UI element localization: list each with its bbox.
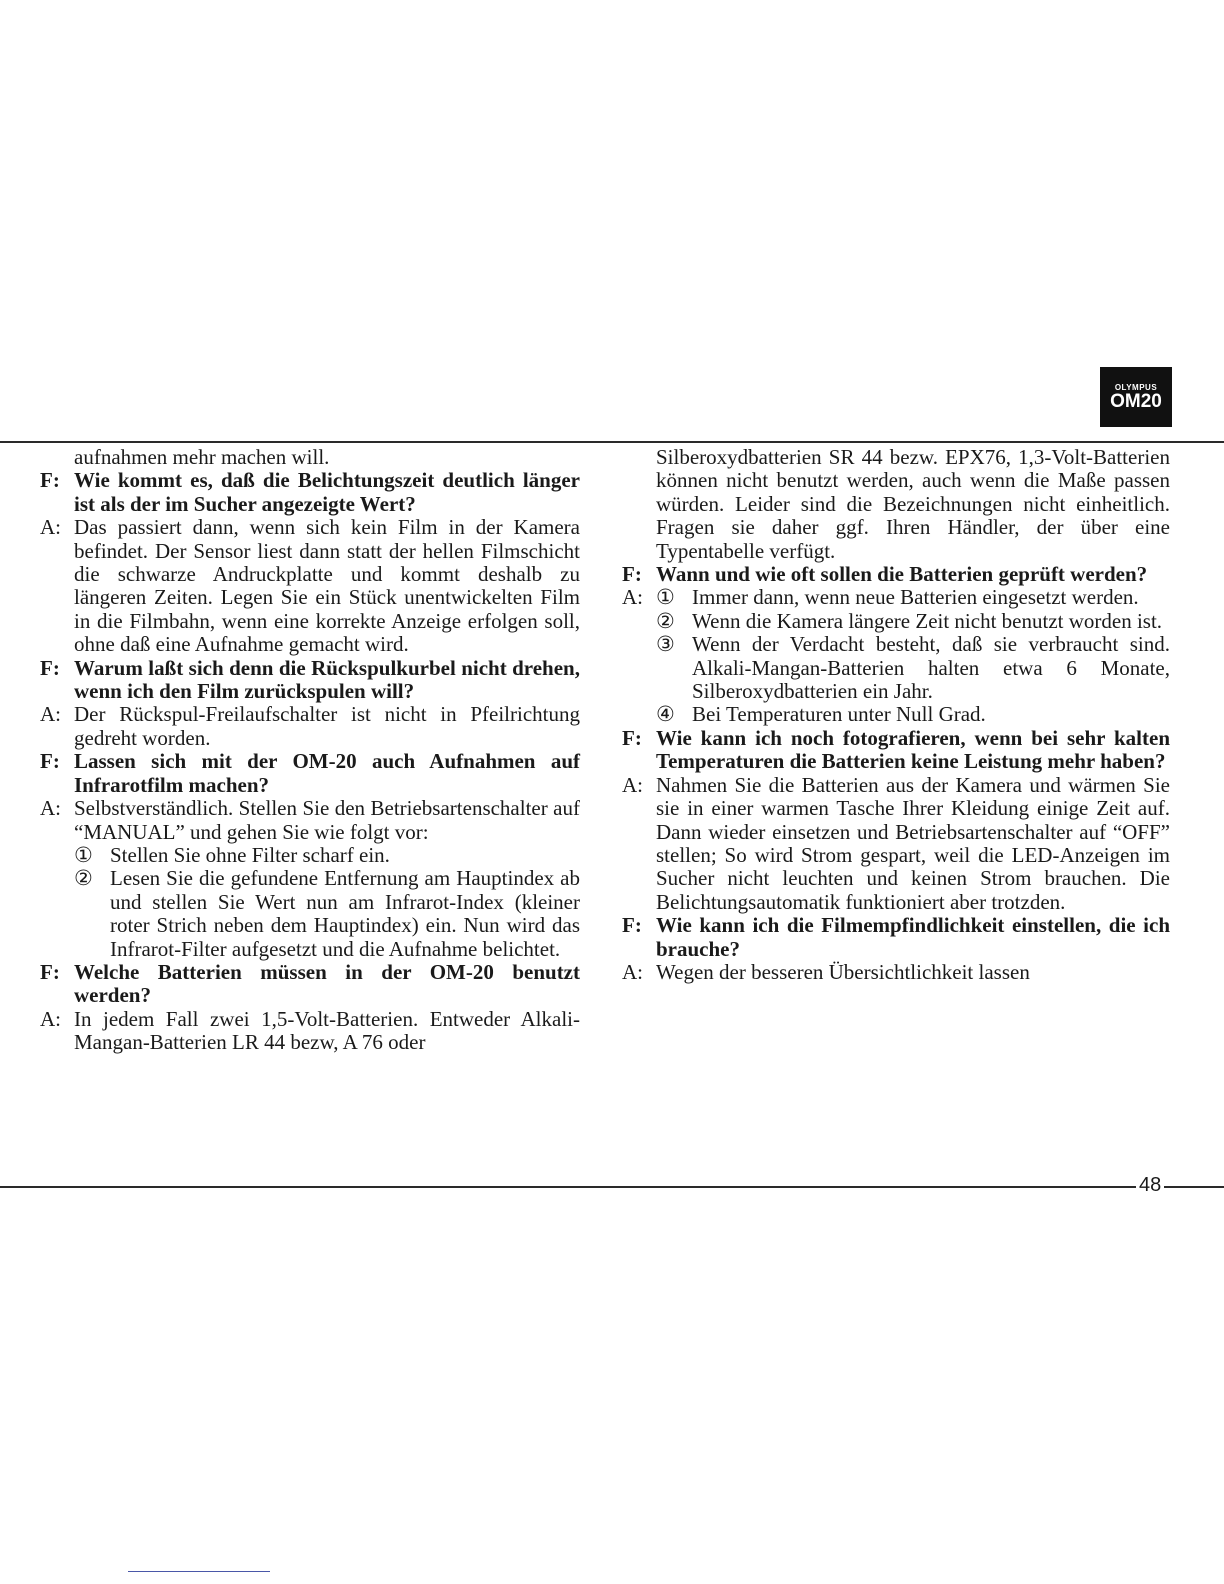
question-2	[40, 657, 580, 704]
answer-text: In jedem Fall zwei 1,5-Volt-Batterien. Entweder Alkali-Mangan-Batterien LR 44 bezw, A 76 oder	[74, 1006, 580, 1055]
answer-text: Selbstverständlich. Stellen Sie den Betriebsartenschalter auf “MANUAL” und gehen Sie wie folgt vor:	[74, 796, 580, 844]
item-text: Stellen Sie ohne Filter scharf ein.	[110, 842, 390, 867]
answer-7	[622, 961, 1170, 984]
question-tag: F:	[622, 913, 642, 938]
question-tag: F:	[622, 725, 642, 750]
item-text: Wenn der Verdacht besteht, daß sie verbraucht sind. Alkali-Mangan-Batterien halten etwa 6 Monate, Silberoxydbatterien ein Jahr.	[692, 632, 1170, 704]
item-number: ①	[74, 842, 93, 867]
right-column	[622, 446, 1170, 984]
item-number: ④	[656, 702, 675, 727]
answer-2	[40, 703, 580, 750]
question-tag: F:	[40, 468, 60, 493]
question-tag: F:	[40, 749, 60, 774]
answer-text: Wegen der besseren Übersichtlichkeit lassen	[656, 959, 1030, 984]
question-text: Wie kann ich die Filmempfindlichkeit einstellen, die ich brauche?	[656, 913, 1170, 961]
question-text: Welche Batterien müssen in der OM-20 benutzt werden?	[74, 959, 580, 1008]
olympus-om20-logo	[1100, 367, 1172, 427]
logo-model: OM20	[1110, 391, 1162, 412]
continuation-text: Silberoxydbatterien SR 44 bezw. EPX76, 1,3-Volt-Batterien können nicht benutzt werden, auch wenn die Maße passen würden. Leider sind die Bezeichnungen nicht einheitlich. Fragen sie daher ggf. Ihren Händler, der über eine Typentabelle verfügt.	[656, 445, 1170, 563]
question-text: Lassen sich mit der OM-20 auch Aufnahmen auf Infrarotfilm machen?	[74, 749, 580, 797]
answer-text: Der Rückspul-Freilaufschalter ist nicht in Pfeilrichtung gedreht worden.	[74, 702, 580, 750]
list-item	[656, 703, 1170, 726]
answer-tag: A:	[40, 1006, 61, 1031]
logo-brand: OLYMPUS	[1114, 383, 1158, 392]
question-1	[40, 469, 580, 516]
answer-3	[40, 797, 580, 844]
answer-tag: A:	[40, 515, 61, 540]
answer-6	[622, 774, 1170, 914]
answer-tag: A:	[622, 585, 643, 610]
page-number: 48	[1136, 1174, 1164, 1197]
answer-1	[40, 516, 580, 656]
answer-4	[40, 1008, 580, 1055]
left-column	[40, 446, 580, 1055]
answer-tag: A:	[622, 959, 643, 984]
item-number: ②	[656, 608, 675, 633]
answer-text: Nahmen Sie die Batterien aus der Kamera und wärmen Sie sie in einer warmen Tasche Ihrer Kleidung einige Zeit auf. Dann wieder einsetzen und Betriebsartenschalter auf “OFF” stellen; So wird Strom gespart, weil die LED-Anzeigen im Sucher nicht leuchten und keinen Strom brauchen. Die Belichtungsautomatik funktioniert aber trotzden.	[656, 772, 1170, 914]
list-item	[74, 844, 580, 867]
answer-tag: A:	[622, 772, 643, 797]
question-text: Wie kommt es, daß die Belichtungszeit deutlich länger ist als der im Sucher angezeigte Wert?	[74, 468, 580, 516]
question-tag: F:	[40, 959, 60, 984]
item-number: ③	[656, 632, 675, 657]
answer-text: Das passiert dann, wenn sich kein Film in der Kamera befindet. Der Sensor liest dann statt der hellen Filmschicht die schwarze Andruckplatte und kommt deshalb zu längeren Zeiten. Legen Sie ein Stück unentwickelten Film in die Filmbahn, wenn eine korrekte Anzeige erfolgen soll, ohne daß eine Aufnahme gemacht wird.	[74, 515, 580, 657]
list-item	[74, 867, 580, 961]
list-item	[656, 633, 1170, 703]
question-5	[622, 563, 1170, 586]
item-text: Lesen Sie die gefundene Entfernung am Hauptindex ab und stellen Sie Wert nun am Infrarot-Index (kleiner roter Strich neben dem Hauptindex) ein. Nun wird das Infrarot-Filter aufgesetzt und die Aufnahme belichtet.	[110, 866, 580, 961]
question-text: Wie kann ich noch fotografieren, wenn bei sehr kalten Temperaturen die Batterien keine Leistung mehr haben?	[656, 725, 1170, 774]
question-7	[622, 914, 1170, 961]
question-6	[622, 727, 1170, 774]
question-4	[40, 961, 580, 1008]
question-text: Warum laßt sich denn die Rückspulkurbel nicht drehen, wenn ich den Film zurückspulen will?	[74, 655, 580, 704]
item-text: Bei Temperaturen unter Null Grad.	[692, 702, 986, 727]
continuation-text: aufnahmen mehr machen will.	[74, 445, 330, 469]
answer-tag: A:	[40, 702, 61, 727]
question-text: Wann und wie oft sollen die Batterien geprüft werden?	[656, 562, 1148, 587]
footer-rule	[0, 1186, 1224, 1188]
item-text: Immer dann, wenn neue Batterien eingesetzt werden.	[692, 585, 1139, 610]
answer-first-item	[656, 586, 1170, 609]
question-tag: F:	[622, 562, 642, 587]
list-item	[656, 610, 1170, 633]
footnote-rule	[128, 1571, 270, 1572]
item-number: ①	[656, 585, 675, 610]
item-number: ②	[74, 866, 93, 891]
item-text: Wenn die Kamera längere Zeit nicht benutzt worden ist.	[692, 608, 1163, 633]
question-tag: F:	[40, 655, 60, 680]
answer-tag: A:	[40, 796, 61, 821]
header-rule	[0, 441, 1224, 443]
answer-5	[622, 586, 1170, 609]
question-3	[40, 750, 580, 797]
